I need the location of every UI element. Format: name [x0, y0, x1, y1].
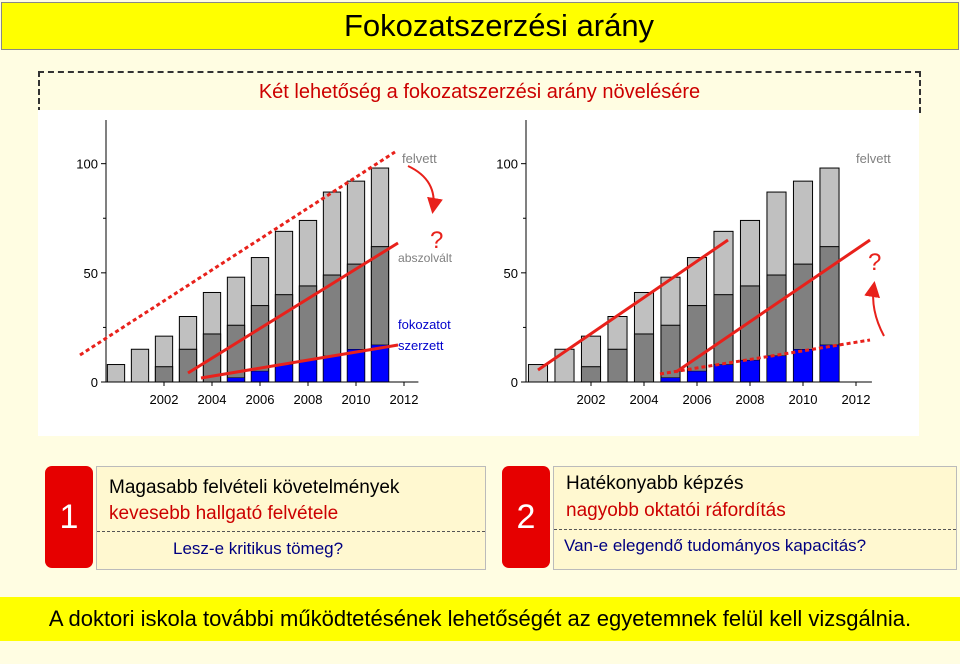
bar-fokozat: [323, 356, 340, 382]
annotation-felvett: felvett: [402, 151, 437, 166]
bar-fokozat: [714, 365, 733, 382]
bar-felvett: [555, 349, 574, 382]
bar-fokozat: [740, 360, 759, 382]
arrow-down: [408, 166, 434, 210]
y-tick-label: 50: [83, 265, 98, 281]
y-tick-label: 100: [76, 156, 98, 172]
bar-fokozat: [687, 371, 706, 382]
bar-fokozat: [299, 360, 316, 382]
y-tick-label: 0: [510, 375, 518, 390]
bar-felvett: [107, 365, 124, 382]
x-tick-label: 2002: [576, 392, 606, 407]
chart-area: [38, 110, 919, 436]
option-1-box: [96, 466, 486, 570]
y-tick-label: 100: [496, 156, 518, 172]
y-tick-label: 0: [90, 375, 98, 390]
bar-abszolvalt: [155, 367, 172, 382]
footer-text: A doktori iskola további működtetésének lehetőségét az egyetemnek felül kell vizsgálnia.: [48, 606, 912, 631]
y-tick-label: 50: [503, 265, 518, 281]
bar-fokozat: [275, 365, 292, 382]
arrow-up: [873, 285, 884, 336]
option-2-divider: [554, 529, 956, 530]
annotation-felvett: felvett: [856, 151, 891, 166]
option-2-number: 2: [502, 466, 550, 568]
option-2-box: [553, 466, 957, 570]
bar-fokozat: [820, 345, 839, 382]
subtitle: Két lehetőség a fokozatszerzési arány növelésére: [258, 80, 701, 103]
annotation-question: ?: [868, 249, 882, 276]
option-1-line2: kevesebb hallgató felvétele: [109, 503, 339, 524]
x-tick-label: 2010: [788, 392, 818, 407]
bar-abszolvalt: [581, 367, 600, 382]
bar-fokozat: [661, 378, 680, 382]
option-1-question: Lesz-e kritikus tömeg?: [173, 539, 344, 558]
x-tick-label: 2010: [341, 392, 371, 407]
chart-1: [76, 120, 452, 407]
bar-fokozat: [767, 356, 786, 382]
option-1-line1: Magasabb felvételi követelmények: [109, 477, 400, 498]
subtitle-box: [38, 71, 921, 113]
x-tick-label: 2008: [735, 392, 765, 407]
bar-abszolvalt: [608, 349, 627, 382]
x-tick-label: 2004: [629, 392, 659, 407]
x-tick-label: 2012: [841, 392, 871, 407]
annotation-abszolvalt: abszolvált: [398, 251, 453, 265]
charts-svg: [38, 110, 919, 436]
x-tick-label: 2012: [389, 392, 419, 407]
x-tick-label: 2002: [149, 392, 179, 407]
page-title: Fokozatszerzési arány: [343, 8, 655, 43]
annotation-fokozat-1: fokozatot: [398, 317, 451, 332]
bar-abszolvalt: [179, 349, 196, 382]
x-tick-label: 2008: [293, 392, 323, 407]
bar-fokozat: [251, 371, 268, 382]
footer-banner: [0, 597, 960, 641]
option-2-question: Van-e elegendő tudományos kapacitás?: [564, 536, 867, 555]
chart-2: [496, 120, 891, 407]
option-2-line1: Hatékonyabb képzés: [566, 473, 744, 494]
annotation-question: ?: [430, 227, 444, 254]
annotation-fokozat-2: szerzett: [398, 338, 444, 353]
x-tick-label: 2006: [245, 392, 275, 407]
x-tick-label: 2006: [682, 392, 712, 407]
bar-felvett: [131, 349, 148, 382]
bar-fokozat: [793, 349, 812, 382]
option-2-line2: nagyobb oktatói ráfordítás: [566, 500, 786, 521]
title-bar: [1, 2, 959, 50]
option-1-divider: [97, 531, 485, 532]
bar-abszolvalt: [634, 334, 653, 382]
option-1-number: 1: [45, 466, 93, 568]
x-tick-label: 2004: [197, 392, 227, 407]
bar-fokozat: [227, 378, 244, 382]
